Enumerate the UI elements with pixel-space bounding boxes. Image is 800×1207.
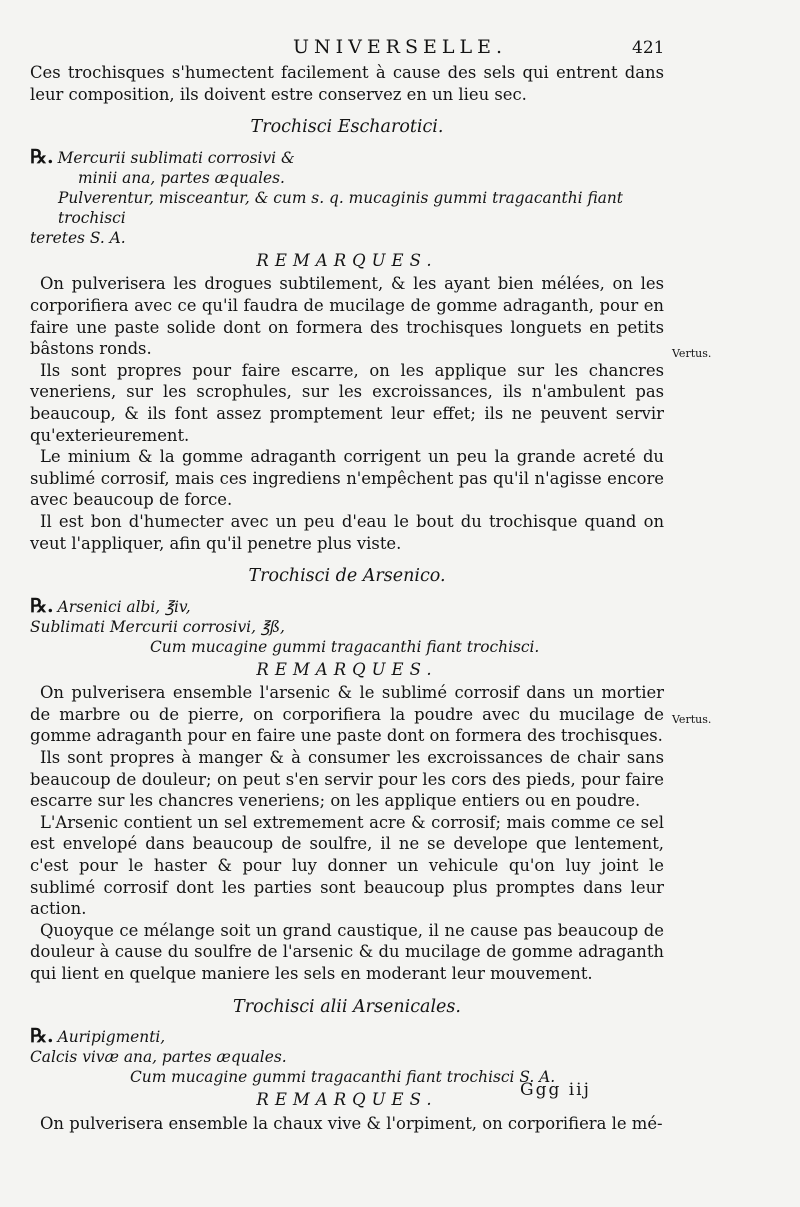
recipe-line: Mercurii sublimati corrosivi & xyxy=(57,148,295,167)
section-heading: Trochisci Escharotici. xyxy=(250,117,444,138)
paragraph: Il est bon d'humecter avec un peu d'eau le bout du trochisque quand on veut l'appliquer, afin qu'il penetre plus viste. xyxy=(30,511,664,553)
recipe-line: Auripigmenti, xyxy=(57,1028,166,1047)
paragraph: On pulverisera les drogues subtilement, & les ayant bien mélées, on les corporifiera avec ce qu'il faudra de mucilage de gomme adraganth, pour en faire une paste solide dont on formera des trochisques longuets en petits bâstons ronds. xyxy=(30,274,664,359)
recipe-line: Cum mucagine gummi tragacanthi fiant trochisci. xyxy=(150,637,540,656)
remarques-heading: REMARQUES. xyxy=(256,250,438,270)
recipe-symbol: ℞. xyxy=(30,145,54,168)
paragraph: Quoyque ce mélange soit un grand caustique, il ne cause pas beaucoup de douleur à cause du soulfre de l'arsenic & du mucilage de gomme adraganth qui lient en quelque maniere les sels en moderant leur mouvement. xyxy=(30,920,664,983)
paragraph: Ils sont propres à manger & à consumer les excroissances de chair sans beaucoup de douleur; on peut s'en servir pour les cors des pieds, pour faire escarre sur les chancres veneriens; on les applique entiers ou en poudre. xyxy=(30,748,664,811)
recipe-line: Cum mucagine gummi tragacanthi fiant trochisci S. A. xyxy=(130,1068,556,1087)
section-heading: Trochisci de Arsenico. xyxy=(248,566,446,587)
paragraph: On pulverisera ensemble l'arsenic & le sublimé corrosif dans un mortier de marbre ou de pierre, on corporifiera la poudre avec du mucilage de gomme adraganth pour en faire une paste dont on formera des trochisques. xyxy=(30,683,664,746)
recipe-line: Sublimati Mercurii corrosivi, ℥ß, xyxy=(30,617,285,636)
recipe-block xyxy=(30,147,664,248)
recipe-line: Pulverentur, misceantur, & cum s. q. mucaginis gummi tragacanthi fiant trochisci xyxy=(58,188,623,227)
paragraph: On pulverisera ensemble la chaux vive & l'orpiment, on corporifiera le mé- xyxy=(40,1113,663,1133)
recipe-line: minii ana, partes æquales. xyxy=(78,168,285,187)
remarques-heading: REMARQUES. xyxy=(256,659,438,679)
page-number: 421 xyxy=(632,38,665,58)
recipe-symbol: ℞. xyxy=(30,594,54,617)
intro-paragraph: Ces trochisques s'humectent facilement à cause des sels qui entrent dans leur composition, ils doivent estre conservez en un lieu sec. xyxy=(30,63,664,104)
recipe-line: Arsenici albi, ℥iv, xyxy=(57,597,191,616)
paragraph: Le minium & la gomme adraganth corrigent un peu la grande acreté du sublimé corrosif, mais ces ingrediens n'empêchent pas qu'il n'agisse encore avec beaucoup de force. xyxy=(30,447,664,510)
running-title: UNIVERSELLE. xyxy=(292,36,508,58)
remarques-heading: REMARQUES. xyxy=(256,1090,438,1110)
paragraph: Ils sont propres pour faire escarre, on les applique sur les chancres veneriens, sur les scrophules, sur les excroissances, ils n'ambulent pas beaucoup, & ils font assez promptement leur effet; ils ne peuvent servir qu'exterieurement. xyxy=(30,360,664,445)
page-body xyxy=(30,62,664,1134)
recipe-block xyxy=(30,1026,664,1087)
margin-note-vertus: Vertus. xyxy=(672,713,712,726)
section-heading: Trochisci alii Arsenicales. xyxy=(233,996,461,1017)
recipe-symbol: ℞. xyxy=(30,1025,54,1048)
recipe-block xyxy=(30,596,664,657)
margin-note-vertus: Vertus. xyxy=(672,347,712,360)
recipe-line: teretes S. A. xyxy=(30,228,126,247)
recipe-line: Calcis vivæ ana, partes æquales. xyxy=(30,1048,287,1067)
signature-mark: Ggg iij xyxy=(520,1080,591,1100)
paragraph: L'Arsenic contient un sel extremement acre & corrosif; mais comme ce sel est envelopé dans beaucoup de soulfre, il ne se develope que lentement, c'est pour le haster & pour luy donner un vehicule qu'on luy joint le sublimé corrosif dont les parties sont beaucoup plus promptes dans leur action. xyxy=(30,812,664,919)
